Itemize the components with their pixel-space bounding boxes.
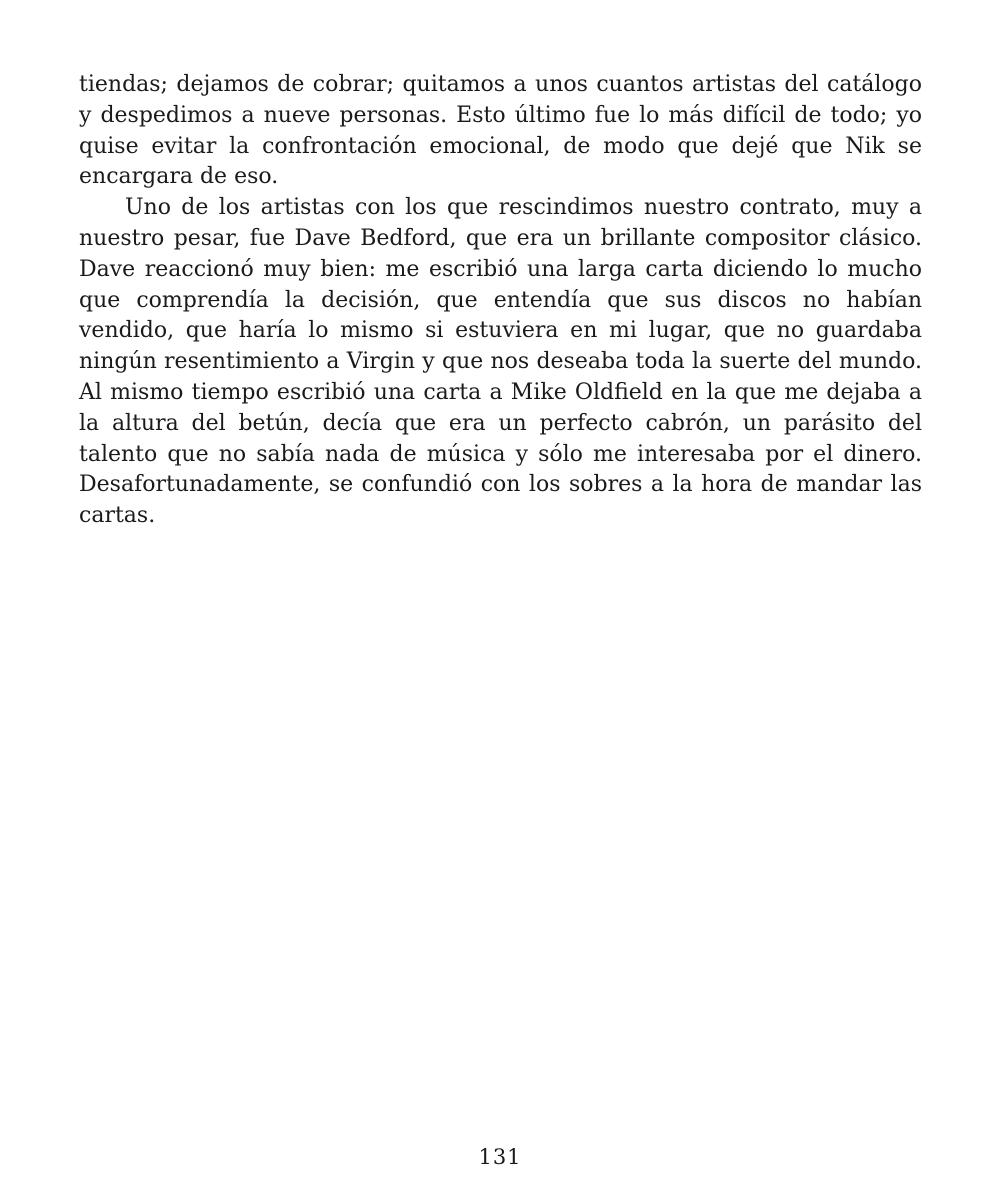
paragraph-1: tiendas; dejamos de cobrar; quitamos a unos cuantos artistas del catálogo y despedimos a nueve personas. Esto último fue lo más difícil de todo; yo quise evitar la confrontación emocional, de modo que dejé que Nik se encargara de eso. (79, 72, 922, 190)
page-number: 131 (478, 1145, 522, 1169)
page-body (79, 70, 922, 532)
paragraph-2: Uno de los artistas con los que rescindimos nuestro contrato, muy a nuestro pesar, fue Dave Bedford, que era un brillante compositor clásico. Dave reaccionó muy bien: me escribió una larga carta diciendo lo mucho que comprendía la decisión, que entendía que sus discos no habían vendido, que haría lo mismo si estuviera en mi lugar, que no guardaba ningún resentimiento a Virgin y que nos deseaba toda la suerte del mundo. Al mismo tiempo escribió una carta a Mike Oldfield en la que me dejaba a la altura del betún, decía que era un perfecto cabrón, un parásito del talento que no sabía nada de música y sólo me interesaba por el dinero. Desafortunadamente, se confundió con los sobres a la hora de mandar las cartas. (79, 195, 922, 529)
